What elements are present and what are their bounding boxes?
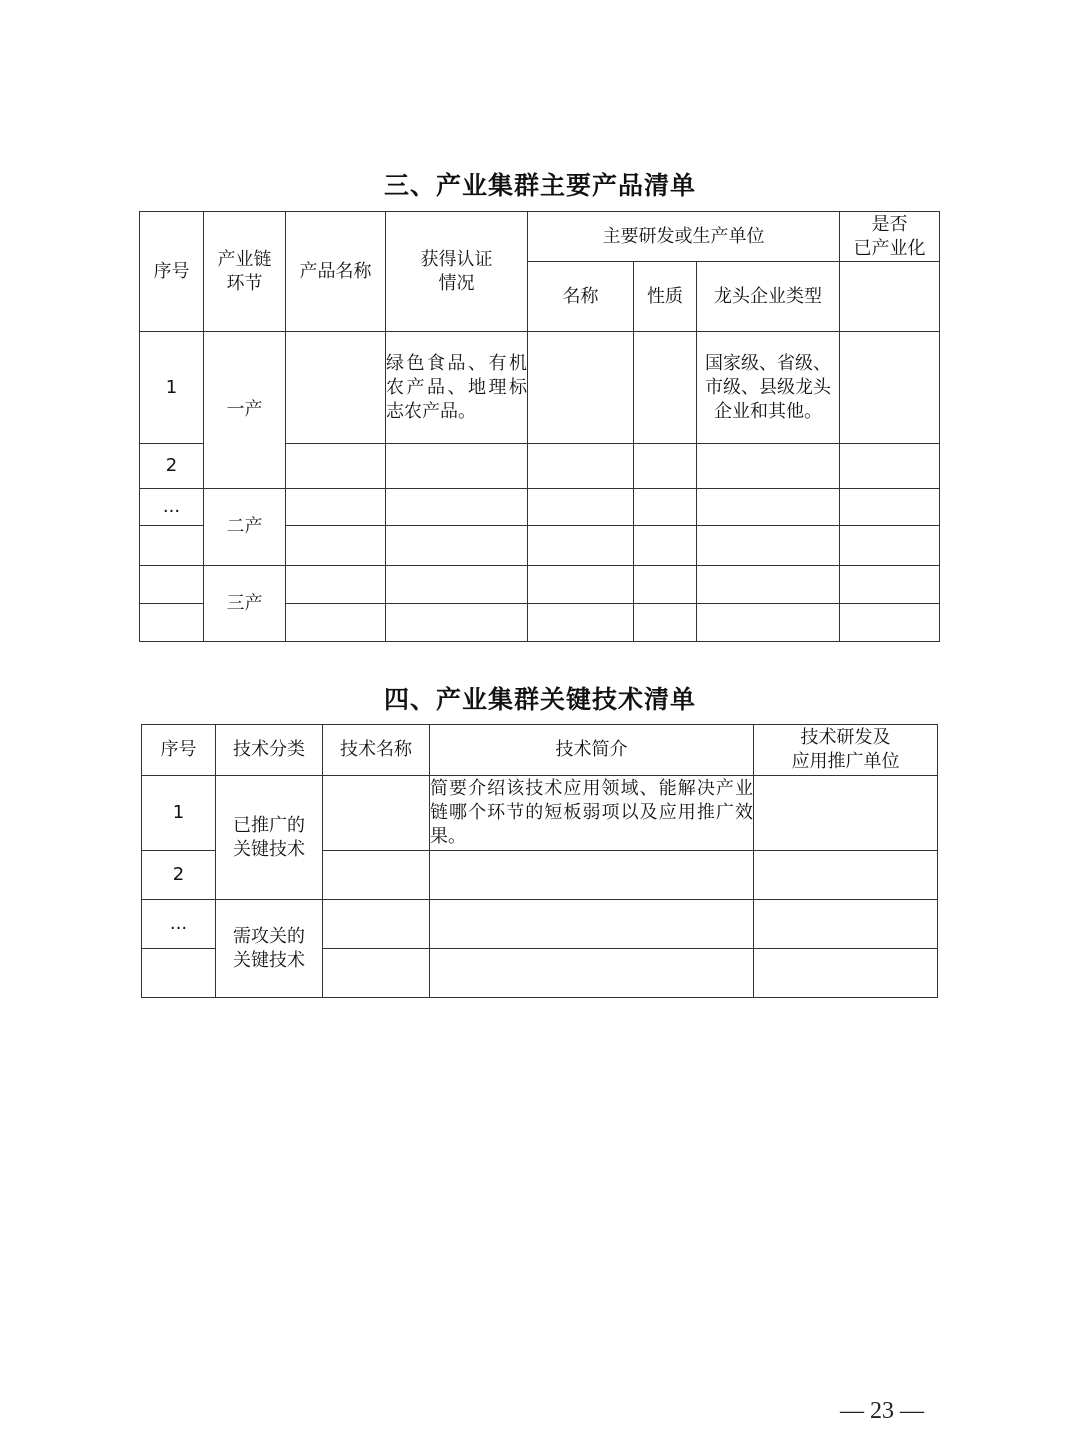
category-to-tackle: 需攻关的 关键技术 [216,900,323,998]
table-cell [386,526,528,566]
table-cell [386,566,528,604]
table-cell [840,444,940,489]
table-cell [840,526,940,566]
table-cell [140,604,204,642]
table-cell [286,489,386,526]
header-unit-group: 主要研发或生产单位 [528,212,840,262]
header-category: 技术分类 [216,725,323,776]
table-cell [286,566,386,604]
table-cell [323,851,430,900]
row-seq-more: ... [140,489,204,526]
section-4-title: 四、产业集群关键技术清单 [383,685,696,714]
table-cell [697,444,840,489]
header-unit-nature: 性质 [634,262,697,332]
table-cell [840,332,940,444]
header-seq: 序号 [142,725,216,776]
table-cell [386,489,528,526]
header-unit-name: 名称 [528,262,634,332]
table-cell [697,526,840,566]
table-cell [323,900,430,949]
table-cell [386,604,528,642]
header-tech-name: 技术名称 [323,725,430,776]
table-cell [697,566,840,604]
table-cell [140,566,204,604]
category-promoted: 已推广的 关键技术 [216,776,323,900]
table-cell [528,526,634,566]
stage-secondary: 二产 [204,489,286,566]
table-cell [754,851,938,900]
row-seq-2: 2 [142,851,216,900]
header-certification: 获得认证 情况 [386,212,528,332]
table-cell [697,604,840,642]
table-cell [528,332,634,444]
table-cell [634,489,697,526]
table-cell [840,489,940,526]
table-cell [697,489,840,526]
table-cell [286,526,386,566]
row-seq-more: ... [142,900,216,949]
intro-note: 简要介绍该技术应用领域、能解决产业链哪个环节的短板弱项以及应用推广效果。 [430,776,754,851]
table-cell [634,444,697,489]
table-cell [430,851,754,900]
row-seq-2: 2 [140,444,204,489]
table-cell [323,776,430,851]
table-cell [286,604,386,642]
header-leader-type: 龙头企业类型 [697,262,840,332]
table-cell [430,949,754,998]
product-list-table [139,211,940,642]
table-cell [634,526,697,566]
table-cell [754,900,938,949]
table-cell [634,332,697,444]
row-seq-1: 1 [142,776,216,851]
header-industrialized: 是否 已产业化 [840,212,940,262]
table-cell [754,949,938,998]
stage-primary: 一产 [204,332,286,489]
row-seq-1: 1 [140,332,204,444]
stage-tertiary: 三产 [204,566,286,642]
header-chain-stage: 产业链 环节 [204,212,286,332]
key-technology-table [141,724,938,998]
table-cell [528,566,634,604]
header-industrialized-blank [840,262,940,332]
table-cell [140,526,204,566]
table-cell [840,604,940,642]
table-cell [840,566,940,604]
table-cell [430,900,754,949]
header-product-name: 产品名称 [286,212,386,332]
table-cell [142,949,216,998]
table-cell [386,444,528,489]
section-3-title: 三、产业集群主要产品清单 [383,171,696,200]
header-rd-unit: 技术研发及 应用推广单位 [754,725,938,776]
table-cell [528,604,634,642]
table-cell [286,444,386,489]
table-cell [323,949,430,998]
table-cell [754,776,938,851]
page-number: — 23 — [840,1398,924,1424]
leader-type-note: 国家级、省级、市级、县级龙头企业和其他。 [697,332,840,444]
table-cell [634,566,697,604]
table-cell [528,489,634,526]
table-cell [286,332,386,444]
table-cell [528,444,634,489]
header-seq: 序号 [140,212,204,332]
cert-note: 绿色食品、有机农产品、地理标志农产品。 [386,332,528,444]
header-intro: 技术简介 [430,725,754,776]
table-cell [634,604,697,642]
